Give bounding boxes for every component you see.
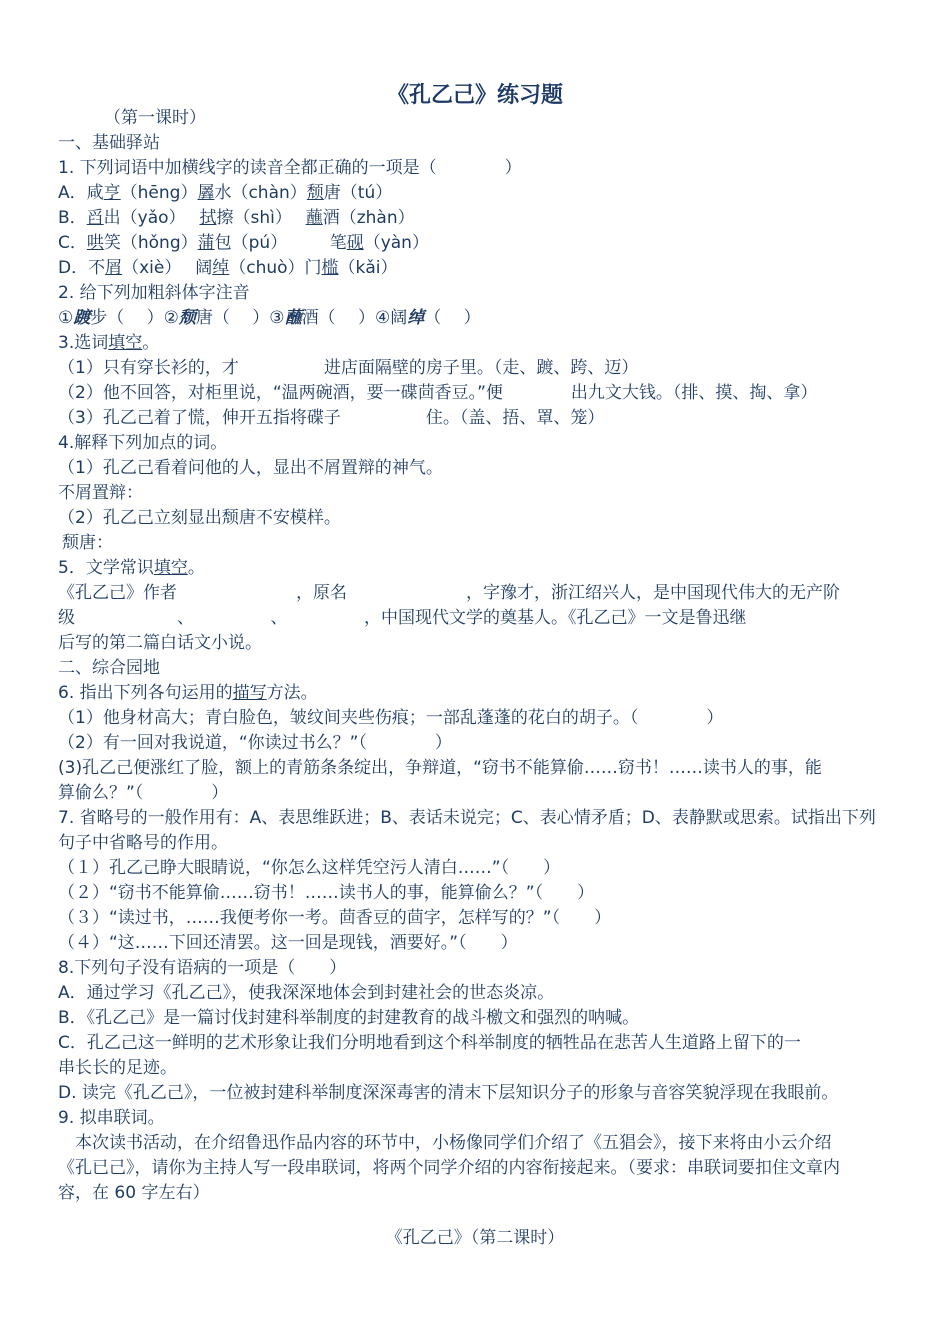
section-two-heading: 二、综合园地 bbox=[58, 658, 160, 678]
q9-prompt-2: 《孔已己》，请你为主持人写一段串联词，将两个同学介绍的内容衔接起来。（要求：串联词要扣住文章内 bbox=[58, 1158, 840, 1178]
q9-prompt-1: 本次读书活动，在介绍鲁迅作品内容的环节中，小杨像同学们介绍了《五猖会》，接下来将由小云介绍 bbox=[58, 1133, 832, 1153]
q7-item-4: （４）“这……下回还清罢。这一回是现钱，酒要好。”（ ） bbox=[58, 933, 518, 953]
q5-line-3: 后写的第二篇白话文小说。 bbox=[58, 633, 262, 653]
page-title: 《孔乙己》练习题 bbox=[386, 83, 563, 108]
q8-option-d: D. 读完《孔乙己》，一位被封建科举制度深深毒害的清末下层知识分子的形象与音容笑貌浮现在我眼前。 bbox=[58, 1083, 839, 1103]
q8-option-a: A．通过学习《孔乙己》，使我深深地体会到封建社会的世态炎凉。 bbox=[58, 983, 555, 1003]
q1-option-b: B．舀出（yǎo） 拭擦（shì） 蘸酒（zhàn） bbox=[58, 208, 415, 228]
q6-item-3-cont: 算偷么？”（ ） bbox=[58, 783, 229, 803]
q6-stem: 6. 指出下列各句运用的描写方法。 bbox=[58, 683, 318, 703]
q1-option-d: D．不屑（xiè） 阔绰（chuò）门槛（kǎi） bbox=[58, 258, 398, 278]
lesson-two-heading: 《孔乙己》（第二课时） bbox=[385, 1228, 565, 1248]
q9-stem: 9. 拟串联词。 bbox=[58, 1108, 165, 1128]
q8-option-b: B．《孔乙己》是一篇讨伐封建科举制度的封建教育的战斗檄文和强烈的呐喊。 bbox=[58, 1008, 640, 1028]
q4-answer-2: 颓唐： bbox=[62, 533, 113, 553]
q2-items: ①踱步（ ）②颓唐（ ）③蘸酒（ ）④阔绰（ ） bbox=[58, 308, 481, 328]
q7-item-3: （３）“读过书，……我便考你一考。茴香豆的茴字，怎样写的？”（ ） bbox=[58, 908, 612, 928]
q4-stem: 4.解释下列加点的词。 bbox=[58, 433, 228, 453]
q4-item-2: （2）孔乙己立刻显出颓唐不安模样。 bbox=[58, 508, 341, 528]
q3-item-3: （3）孔乙己着了慌，伸开五指将碟子 住。（盖、捂、罩、笼） bbox=[58, 408, 605, 428]
q4-answer-1: 不屑置辩： bbox=[58, 483, 143, 503]
q8-stem: 8.下列句子没有语病的一项是（ ） bbox=[58, 958, 347, 978]
q6-item-3: (3)孔乙己便涨红了脸，额上的青筋条条绽出，争辩道，“窃书不能算偷……窃书！……读书人的事，能 bbox=[58, 758, 822, 778]
q9-prompt-3: 容，在 60 字左右） bbox=[58, 1183, 210, 1203]
q7-stem: 7. 省略号的一般作用有：A、表思维跃进；B、表话未说完；C、表心情矛盾；D、表静默或思索。试指出下列 bbox=[58, 808, 876, 828]
q8-option-c-cont: 串长长的足迹。 bbox=[58, 1058, 177, 1078]
q8-option-c: C．孔乙己这一鲜明的艺术形象让我们分明地看到这个科举制度的牺牲品在悲苦人生道路上留下的一 bbox=[58, 1033, 801, 1053]
q7-item-2: （２）“窃书不能算偷……窃书！……读书人的事，能算偷么？”（ ） bbox=[58, 883, 595, 903]
q2-stem: 2. 给下列加粗斜体字注音 bbox=[58, 283, 250, 303]
section-one-heading: 一、基础驿站 bbox=[58, 133, 160, 153]
q1-stem: 1. 下列词语中加横线字的读音全都正确的一项是（ ） bbox=[58, 158, 522, 178]
q5-stem: 5．文学常识填空。 bbox=[58, 558, 205, 578]
q3-item-1: （1）只有穿长衫的，才 进店面隔壁的房子里。（走、踱、跨、迈） bbox=[58, 358, 639, 378]
q4-item-1: （1）孔乙己看着问他的人，显出不屑置辩的神气。 bbox=[58, 458, 443, 478]
q5-line-2: 级 、 、 ，中国现代文学的奠基人。《孔乙己》一文是鲁迅继 bbox=[58, 608, 747, 628]
lesson-one-label: （第一课时） bbox=[104, 108, 206, 128]
q3-stem: 3.选词填空。 bbox=[58, 333, 160, 353]
q7-item-1: （１）孔乙己睁大眼睛说，“你怎么这样凭空污人清白……”（ ） bbox=[58, 858, 561, 878]
q7-stem-cont: 句子中省略号的作用。 bbox=[58, 833, 228, 853]
q1-option-c: C．哄笑（hǒng）蒲包（pú） 笔砚（yàn） bbox=[58, 233, 429, 253]
q6-item-2: （2）有一回对我说道，“你读过书么？”（ ） bbox=[58, 733, 452, 753]
q5-line-1: 《孔乙己》作者 ，原名 ，字豫才，浙江绍兴人，是中国现代伟大的无产阶 bbox=[58, 583, 840, 603]
q1-option-a: A．咸亨（hēng）羼水（chàn）颓唐（tú） bbox=[58, 183, 393, 203]
q3-item-2: （2）他不回答，对柜里说，“温两碗酒，要一碟茴香豆。”便 出九文大钱。（排、摸、掏、拿） bbox=[58, 383, 818, 403]
q6-item-1: （1）他身材高大；青白脸色，皱纹间夹些伤痕；一部乱蓬蓬的花白的胡子。（ ） bbox=[58, 708, 724, 728]
